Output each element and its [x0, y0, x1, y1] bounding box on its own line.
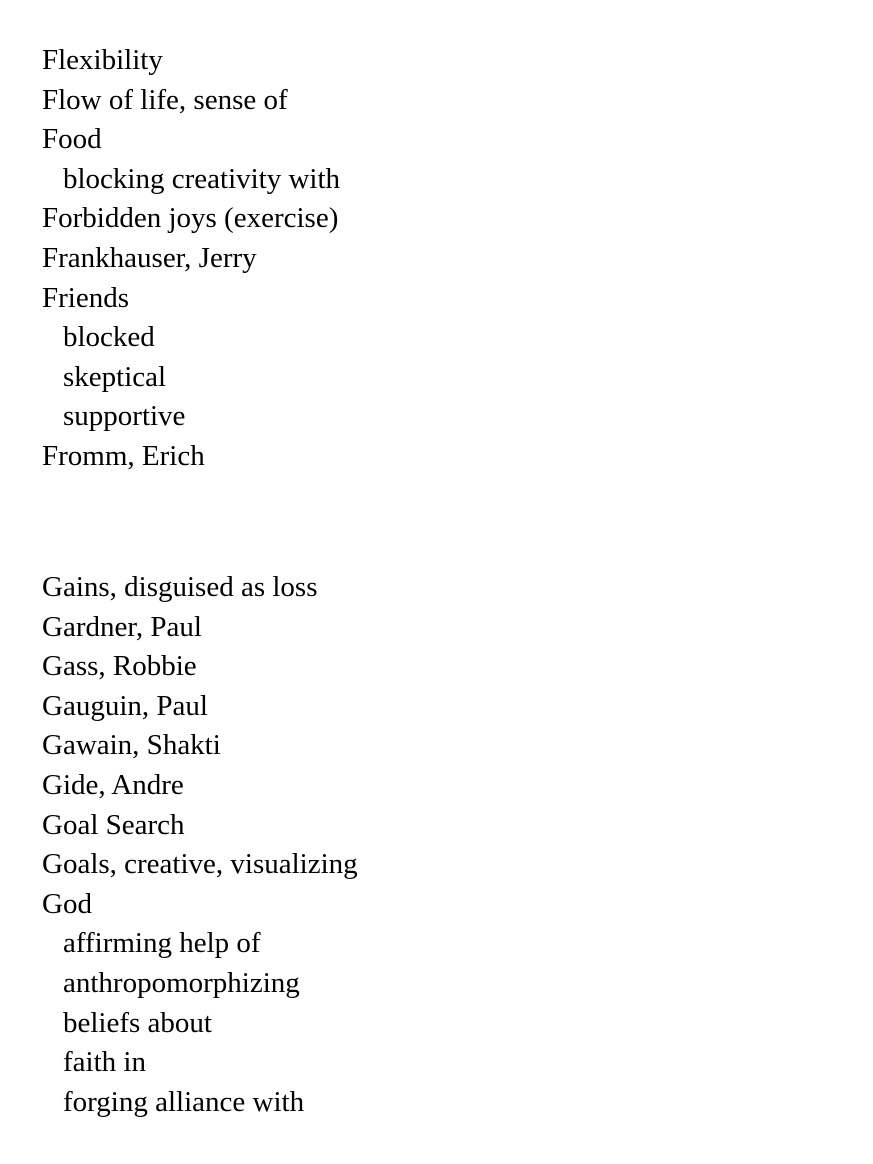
index-entry: Gardner, Paul [42, 610, 202, 643]
index-entry: Gawain, Shakti [42, 729, 221, 762]
index-entry: Gauguin, Paul [42, 689, 208, 722]
index-section-g [42, 568, 358, 1122]
index-entry: Friends [42, 281, 129, 314]
index-subentry: skeptical [63, 360, 167, 393]
index-entry: Gass, Robbie [42, 650, 197, 683]
index-section-f [42, 41, 340, 477]
index-entry: God [42, 887, 92, 920]
index-subentry: anthropomorphizing [63, 966, 300, 999]
index-entry: Goal Search [42, 808, 185, 841]
index-subentry: affirming help of [63, 927, 261, 960]
index-subentry: blocked [63, 321, 155, 354]
index-entry: Goals, creative, visualizing [42, 848, 358, 881]
index-entry: Frankhauser, Jerry [42, 241, 257, 274]
index-entry: Food [42, 123, 102, 156]
index-entry: Fromm, Erich [42, 439, 205, 472]
index-subentry: beliefs about [63, 1006, 212, 1039]
index-subentry: blocking creativity with [63, 162, 341, 195]
index-entry: Gains, disguised as loss [42, 571, 318, 603]
index-subentry: faith in [63, 1046, 146, 1079]
index-entry: Forbidden joys (exercise) [42, 202, 339, 235]
index-entry: Flow of life, sense of [42, 83, 288, 116]
index-subentry: forging alliance with [63, 1085, 305, 1118]
index-entry: Flexibility [42, 44, 163, 76]
index-subentry: supportive [63, 400, 186, 433]
index-entry: Gide, Andre [42, 768, 184, 801]
